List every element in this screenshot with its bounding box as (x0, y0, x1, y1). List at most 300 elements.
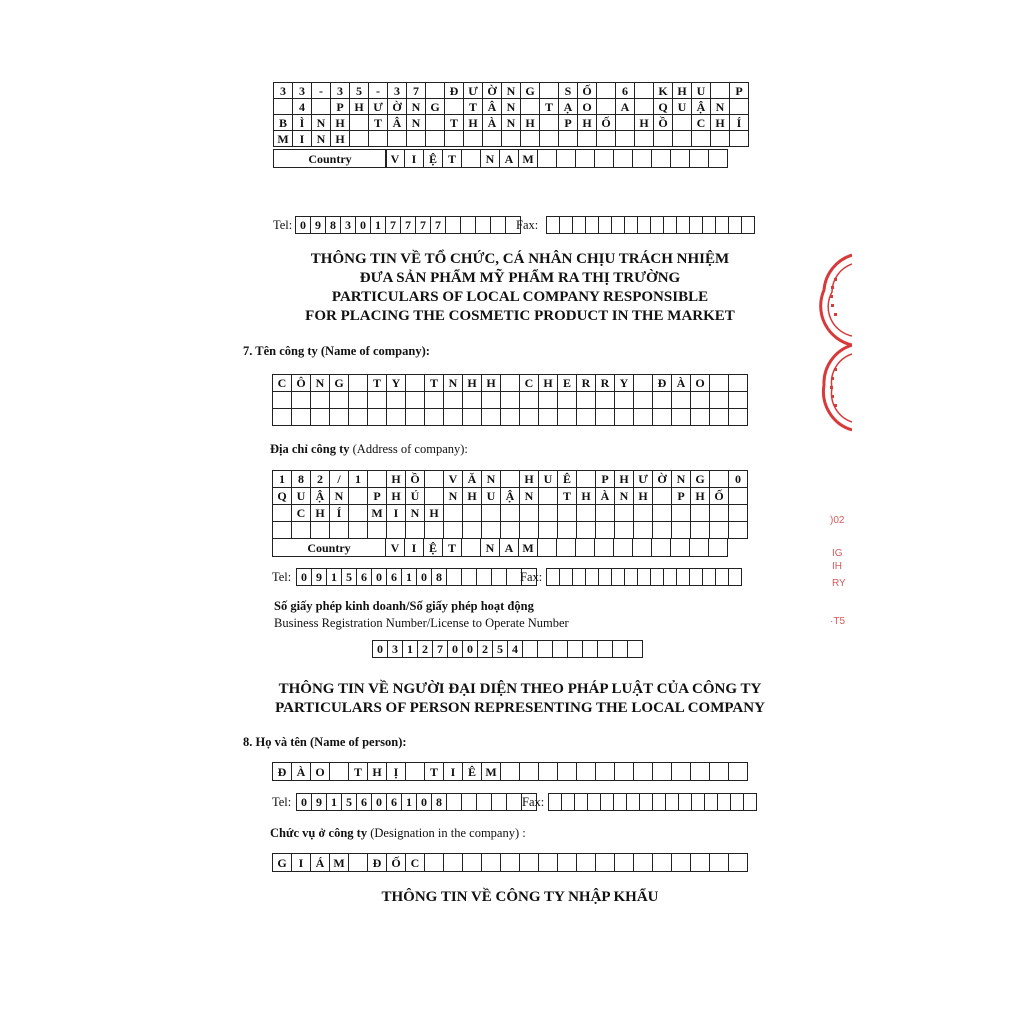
char-box: S (559, 83, 578, 99)
char-box (330, 522, 349, 539)
char-box (520, 505, 539, 522)
char-box (729, 505, 748, 522)
char-box (575, 794, 588, 811)
char-box: 6 (387, 794, 402, 811)
char-box: N (444, 375, 463, 392)
char-box: N (311, 375, 330, 392)
char-box (615, 409, 634, 426)
char-box: E (558, 375, 577, 392)
char-box (612, 569, 625, 586)
char-box (558, 854, 577, 872)
char-box: Q (654, 99, 673, 115)
char-box (577, 409, 596, 426)
char-box: Ư (369, 99, 388, 115)
heading-line: THÔNG TIN VỀ CÔNG TY NHẬP KHẨU (381, 889, 659, 905)
char-box: 4 (293, 99, 312, 115)
char-box (596, 763, 615, 781)
char-box (425, 471, 444, 488)
char-box: H (387, 471, 406, 488)
char-box: H (311, 505, 330, 522)
person-fax-grid (548, 793, 757, 811)
char-box (568, 641, 583, 658)
license-label-en: Business Registration Number/License to Operate Number (274, 616, 569, 630)
char-box (538, 539, 557, 557)
char-box (652, 150, 671, 168)
char-box: M (274, 131, 293, 147)
char-box (731, 794, 744, 811)
char-box: Ờ (653, 471, 672, 488)
char-box (539, 409, 558, 426)
char-box (482, 392, 501, 409)
char-box: N (444, 488, 463, 505)
char-box: H (425, 505, 444, 522)
char-box (614, 150, 633, 168)
char-box: / (330, 471, 349, 488)
char-box: 4 (508, 641, 523, 658)
char-box: Â (388, 115, 407, 131)
char-box (577, 854, 596, 872)
char-box (406, 763, 425, 781)
char-box: N (672, 471, 691, 488)
fax-label: Fax: (522, 795, 545, 809)
char-box: A (616, 99, 635, 115)
char-box: N (482, 471, 501, 488)
char-box (634, 763, 653, 781)
char-box: C (692, 115, 711, 131)
char-box (691, 409, 710, 426)
char-box: 8 (292, 471, 311, 488)
char-box: C (406, 854, 425, 872)
char-box (729, 392, 748, 409)
char-box: 0 (729, 471, 748, 488)
char-box (597, 131, 616, 147)
char-box: N (312, 131, 331, 147)
char-box (349, 375, 368, 392)
char-box: 0 (296, 217, 311, 234)
char-box (614, 794, 627, 811)
char-box (690, 217, 703, 234)
char-box (368, 522, 387, 539)
char-box: M (330, 854, 349, 872)
char-box: 9 (312, 794, 327, 811)
char-box (549, 794, 562, 811)
char-box (616, 115, 635, 131)
char-box (349, 488, 368, 505)
heading-line: FOR PLACING THE COSMETIC PRODUCT IN THE MARKET (305, 308, 735, 324)
char-box (387, 392, 406, 409)
char-box: T (558, 488, 577, 505)
char-box (501, 471, 520, 488)
char-box (673, 115, 692, 131)
char-box (672, 409, 691, 426)
char-box (729, 409, 748, 426)
char-box: N (502, 115, 521, 131)
char-box: T (464, 99, 483, 115)
char-box (292, 409, 311, 426)
tel-label: Tel: (272, 570, 292, 584)
char-box: 7 (407, 83, 426, 99)
char-box (690, 150, 709, 168)
char-box (691, 392, 710, 409)
char-box: 1 (402, 794, 417, 811)
char-box: Đ (273, 763, 292, 781)
char-box (677, 569, 690, 586)
company-name-label: 7. Tên công ty (Name of company): (243, 344, 430, 358)
char-box (349, 409, 368, 426)
char-box: 7 (416, 217, 431, 234)
char-box: 3 (274, 83, 293, 99)
char-box: Í (730, 115, 749, 131)
char-box: B (274, 115, 293, 131)
char-box (692, 794, 705, 811)
char-box (583, 641, 598, 658)
char-box (558, 505, 577, 522)
char-box (388, 131, 407, 147)
char-box (744, 794, 757, 811)
char-box (635, 131, 654, 147)
char-box (539, 505, 558, 522)
char-box: N (407, 99, 426, 115)
char-box (482, 409, 501, 426)
char-box (615, 522, 634, 539)
char-box: T (443, 150, 462, 168)
char-box: V (386, 150, 405, 168)
char-box: - (312, 83, 331, 99)
char-box (273, 505, 292, 522)
char-box (672, 854, 691, 872)
char-box (477, 794, 492, 811)
char-box (576, 150, 595, 168)
company-fax-grid (546, 568, 742, 586)
char-box (538, 641, 553, 658)
char-box (664, 217, 677, 234)
char-box (586, 569, 599, 586)
top-tel-grid (295, 216, 521, 234)
char-box: I (292, 854, 311, 872)
char-box (691, 522, 710, 539)
char-box: Ì (293, 115, 312, 131)
char-box (679, 794, 692, 811)
char-box (596, 505, 615, 522)
char-box: P (368, 488, 387, 505)
char-box: À (483, 115, 502, 131)
char-box: Ố (578, 83, 597, 99)
char-box: Ờ (483, 83, 502, 99)
company-country-row (272, 538, 386, 557)
char-box (596, 409, 615, 426)
char-box (491, 217, 506, 234)
char-box (462, 569, 477, 586)
char-box: H (463, 488, 482, 505)
char-box (729, 375, 748, 392)
char-box: G (521, 83, 540, 99)
char-box: H (520, 471, 539, 488)
char-box: K (654, 83, 673, 99)
tel-label: Tel: (273, 218, 293, 232)
char-box: T (369, 115, 388, 131)
char-box: Đ (368, 854, 387, 872)
char-box (703, 569, 716, 586)
char-box (558, 409, 577, 426)
char-box: H (482, 375, 501, 392)
char-box (444, 522, 463, 539)
char-box (628, 641, 643, 658)
char-box: N (406, 505, 425, 522)
char-box (501, 392, 520, 409)
char-box: Í (330, 505, 349, 522)
char-box: Ố (710, 488, 729, 505)
char-box (672, 505, 691, 522)
char-box (520, 854, 539, 872)
char-box: O (691, 375, 710, 392)
char-box (462, 794, 477, 811)
char-box: M (519, 539, 538, 557)
person-name-grid (272, 762, 748, 781)
char-box (653, 763, 672, 781)
margin-fragment: )02 (830, 515, 845, 526)
char-box (311, 522, 330, 539)
char-box (577, 392, 596, 409)
char-box: O (578, 99, 597, 115)
char-box (690, 539, 709, 557)
char-box: T (349, 763, 368, 781)
char-box (560, 217, 573, 234)
char-box: O (311, 763, 330, 781)
char-box: T (425, 763, 444, 781)
char-box: N (520, 488, 539, 505)
char-box (444, 505, 463, 522)
char-box (710, 522, 729, 539)
char-box (599, 217, 612, 234)
char-box (387, 409, 406, 426)
char-box (482, 854, 501, 872)
char-box (350, 131, 369, 147)
char-box: H (691, 488, 710, 505)
char-box (595, 539, 614, 557)
char-box: N (615, 488, 634, 505)
char-box: À (672, 375, 691, 392)
char-box (666, 794, 679, 811)
char-box (578, 131, 597, 147)
char-box (577, 522, 596, 539)
char-box (616, 131, 635, 147)
char-box: 8 (326, 217, 341, 234)
char-box: H (673, 83, 692, 99)
char-box (577, 471, 596, 488)
char-box (729, 569, 742, 586)
char-box (625, 569, 638, 586)
char-box: 6 (387, 569, 402, 586)
char-box (558, 392, 577, 409)
char-box: 3 (388, 641, 403, 658)
char-box (445, 131, 464, 147)
char-box (705, 794, 718, 811)
char-box (729, 522, 748, 539)
char-box (557, 539, 576, 557)
representative-heading (220, 680, 820, 718)
char-box: H (463, 375, 482, 392)
char-box: I (387, 505, 406, 522)
char-box (501, 375, 520, 392)
top-address-grid (273, 82, 749, 147)
char-box (577, 763, 596, 781)
char-box: 8 (432, 569, 447, 586)
char-box (539, 854, 558, 872)
char-box (615, 392, 634, 409)
char-box (716, 569, 729, 586)
char-box (596, 522, 615, 539)
char-box: I (405, 150, 424, 168)
char-box: P (730, 83, 749, 99)
char-box (312, 99, 331, 115)
char-box (651, 569, 664, 586)
char-box: Ị (387, 763, 406, 781)
char-box: 6 (616, 83, 635, 99)
char-box (635, 83, 654, 99)
char-box: 1 (402, 569, 417, 586)
char-box (539, 522, 558, 539)
char-box: Ồ (406, 471, 425, 488)
char-box: 2 (478, 641, 493, 658)
char-box (742, 217, 755, 234)
char-box: R (596, 375, 615, 392)
heading-line: THÔNG TIN VỀ TỔ CHỨC, CÁ NHÂN CHỊU TRÁCH NHIỆM (310, 251, 730, 267)
char-box: M (482, 763, 501, 781)
char-box: Y (615, 375, 634, 392)
char-box: 5 (342, 569, 357, 586)
char-box: N (481, 539, 500, 557)
char-box (274, 99, 293, 115)
char-box: 2 (311, 471, 330, 488)
char-box: N (312, 115, 331, 131)
char-box: Ư (464, 83, 483, 99)
char-box (350, 115, 369, 131)
char-box (311, 409, 330, 426)
char-box (599, 569, 612, 586)
char-box: U (692, 83, 711, 99)
char-box: À (292, 763, 311, 781)
char-box: H (634, 488, 653, 505)
char-box (540, 83, 559, 99)
char-box: Ô (292, 375, 311, 392)
char-box (612, 217, 625, 234)
char-box: U (482, 488, 501, 505)
tel-label: Tel: (272, 795, 292, 809)
char-box (501, 763, 520, 781)
char-box: 2 (418, 641, 433, 658)
char-box (463, 505, 482, 522)
char-box (652, 539, 671, 557)
char-box (463, 392, 482, 409)
char-box (520, 522, 539, 539)
char-box (588, 794, 601, 811)
char-box: 0 (297, 569, 312, 586)
heading-line: THÔNG TIN VỀ NGƯỜI ĐẠI DIỆN THEO PHÁP LUẬT CỦA CÔNG TY (278, 681, 762, 697)
char-box: 3 (331, 83, 350, 99)
char-box: Ú (406, 488, 425, 505)
fax-label: Fax: (520, 570, 543, 584)
char-box: I (444, 763, 463, 781)
char-box: 7 (401, 217, 416, 234)
char-box (368, 392, 387, 409)
top-country-grid (385, 149, 728, 168)
char-box (691, 854, 710, 872)
char-box (640, 794, 653, 811)
char-box (691, 763, 710, 781)
char-box (672, 522, 691, 539)
char-box (634, 375, 653, 392)
country-label: Country (274, 150, 387, 168)
char-box: 7 (433, 641, 448, 658)
char-box: G (691, 471, 710, 488)
char-box: N (481, 150, 500, 168)
char-box: Q (273, 488, 292, 505)
char-box (387, 522, 406, 539)
char-box (710, 409, 729, 426)
char-box (444, 854, 463, 872)
char-box (369, 131, 388, 147)
char-box: 1 (327, 794, 342, 811)
char-box (330, 392, 349, 409)
char-box (521, 131, 540, 147)
char-box: P (331, 99, 350, 115)
heading-line: ĐƯA SẢN PHẨM MỸ PHẨM RA THỊ TRƯỜNG (359, 270, 681, 286)
char-box: T (425, 375, 444, 392)
char-box (576, 539, 595, 557)
char-box (558, 763, 577, 781)
char-box: 9 (311, 217, 326, 234)
char-box (671, 539, 690, 557)
top-fax-grid (546, 216, 755, 234)
char-box (447, 794, 462, 811)
char-box: 1 (273, 471, 292, 488)
char-box (538, 150, 557, 168)
char-box (368, 409, 387, 426)
char-box: 5 (493, 641, 508, 658)
char-box (463, 522, 482, 539)
char-box (426, 115, 445, 131)
char-box (613, 641, 628, 658)
char-box (638, 569, 651, 586)
char-box: H (635, 115, 654, 131)
char-box (425, 854, 444, 872)
char-box (692, 131, 711, 147)
char-box (502, 131, 521, 147)
char-box: H (331, 131, 350, 147)
char-box (710, 392, 729, 409)
char-box (520, 409, 539, 426)
char-box (501, 854, 520, 872)
heading-line: PARTICULARS OF LOCAL COMPANY RESPONSIBLE (331, 289, 709, 305)
char-box (633, 539, 652, 557)
char-box: 0 (448, 641, 463, 658)
char-box (598, 641, 613, 658)
char-box: Ậ (501, 488, 520, 505)
char-box (672, 763, 691, 781)
char-box (539, 763, 558, 781)
char-box (654, 131, 673, 147)
char-box (547, 569, 560, 586)
char-box (653, 488, 672, 505)
char-box: A (500, 150, 519, 168)
char-box (729, 854, 748, 872)
char-box: 0 (417, 794, 432, 811)
company-address-label: Địa chỉ công ty (Address of company): (270, 442, 468, 456)
char-box: H (711, 115, 730, 131)
char-box (615, 505, 634, 522)
char-box (573, 217, 586, 234)
char-box: U (673, 99, 692, 115)
